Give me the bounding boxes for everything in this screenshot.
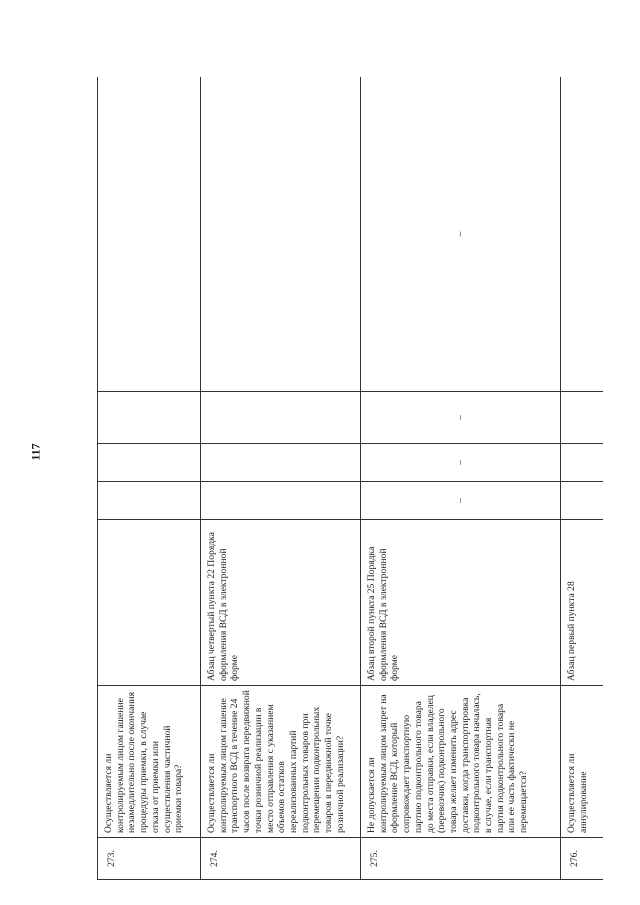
answer-yes-cell	[201, 482, 361, 520]
row-number: 275.	[361, 838, 561, 880]
answer-na-cell	[201, 392, 361, 444]
answer-no-cell	[98, 444, 201, 482]
note-cell	[561, 77, 604, 392]
answer-na-cell: –	[361, 392, 561, 444]
note-cell: –	[361, 77, 561, 392]
answer-na-cell	[98, 392, 201, 444]
table-row	[561, 77, 604, 880]
answer-yes-cell	[98, 482, 201, 520]
note-cell	[98, 77, 201, 392]
reference-cell: Абзац второй пункта 25 Порядка оформления ВСД в электронной форме	[361, 520, 561, 686]
answer-no-cell	[201, 444, 361, 482]
rotated-table-wrapper	[97, 77, 603, 880]
table-row	[361, 77, 561, 880]
answer-na-cell	[561, 392, 604, 444]
answer-yes-cell: –	[361, 482, 561, 520]
page-number: 117	[28, 443, 43, 461]
reference-cell	[98, 520, 201, 686]
question-cell: Не допускается ли контролируемым лицом запрет на оформление ВСД, который сопровождает транспортную партию подконтрольного товара до места отправки, если владелец (перевозчик) подконтрольного товара желает изменить адрес доставки, когда транспортировка подконтрольного товара началась, в случае, если транспортная партия подконтрольного товара или ее часть фактически не перемещается?	[361, 686, 561, 838]
reference-cell: Абзац четвертый пункта 22 Порядка оформления ВСД в электронной форме	[201, 520, 361, 686]
question-cell: Осуществляется ли аннулирование	[561, 686, 604, 838]
checklist-table	[97, 77, 603, 880]
checklist-sheet	[97, 77, 603, 880]
table-row	[201, 77, 361, 880]
answer-no-cell: –	[361, 444, 561, 482]
table-row	[98, 77, 201, 880]
row-number: 276.	[561, 838, 604, 880]
row-number: 274.	[201, 838, 361, 880]
row-number: 273.	[98, 838, 201, 880]
question-cell: Осуществляется ли контролируемым лицом гашение транспортного ВСД в течение 24 часов после возврата передвижной точки розничной реализации в место отправления с указанием объемов остатков нереализованных партий подконтрольных товаров при перемещении подконтрольных товаров в передвижной точке розничной реализации?	[201, 686, 361, 838]
note-cell	[201, 77, 361, 392]
answer-yes-cell	[561, 482, 604, 520]
answer-no-cell	[561, 444, 604, 482]
reference-cell: Абзац первый пункта 28	[561, 520, 604, 686]
question-cell: Осуществляется ли контролируемым лицом гашение незамедлительно после окончания процедуры приемки, в случае отказа от приемки или осуществления частичной приемки товара?	[98, 686, 201, 838]
